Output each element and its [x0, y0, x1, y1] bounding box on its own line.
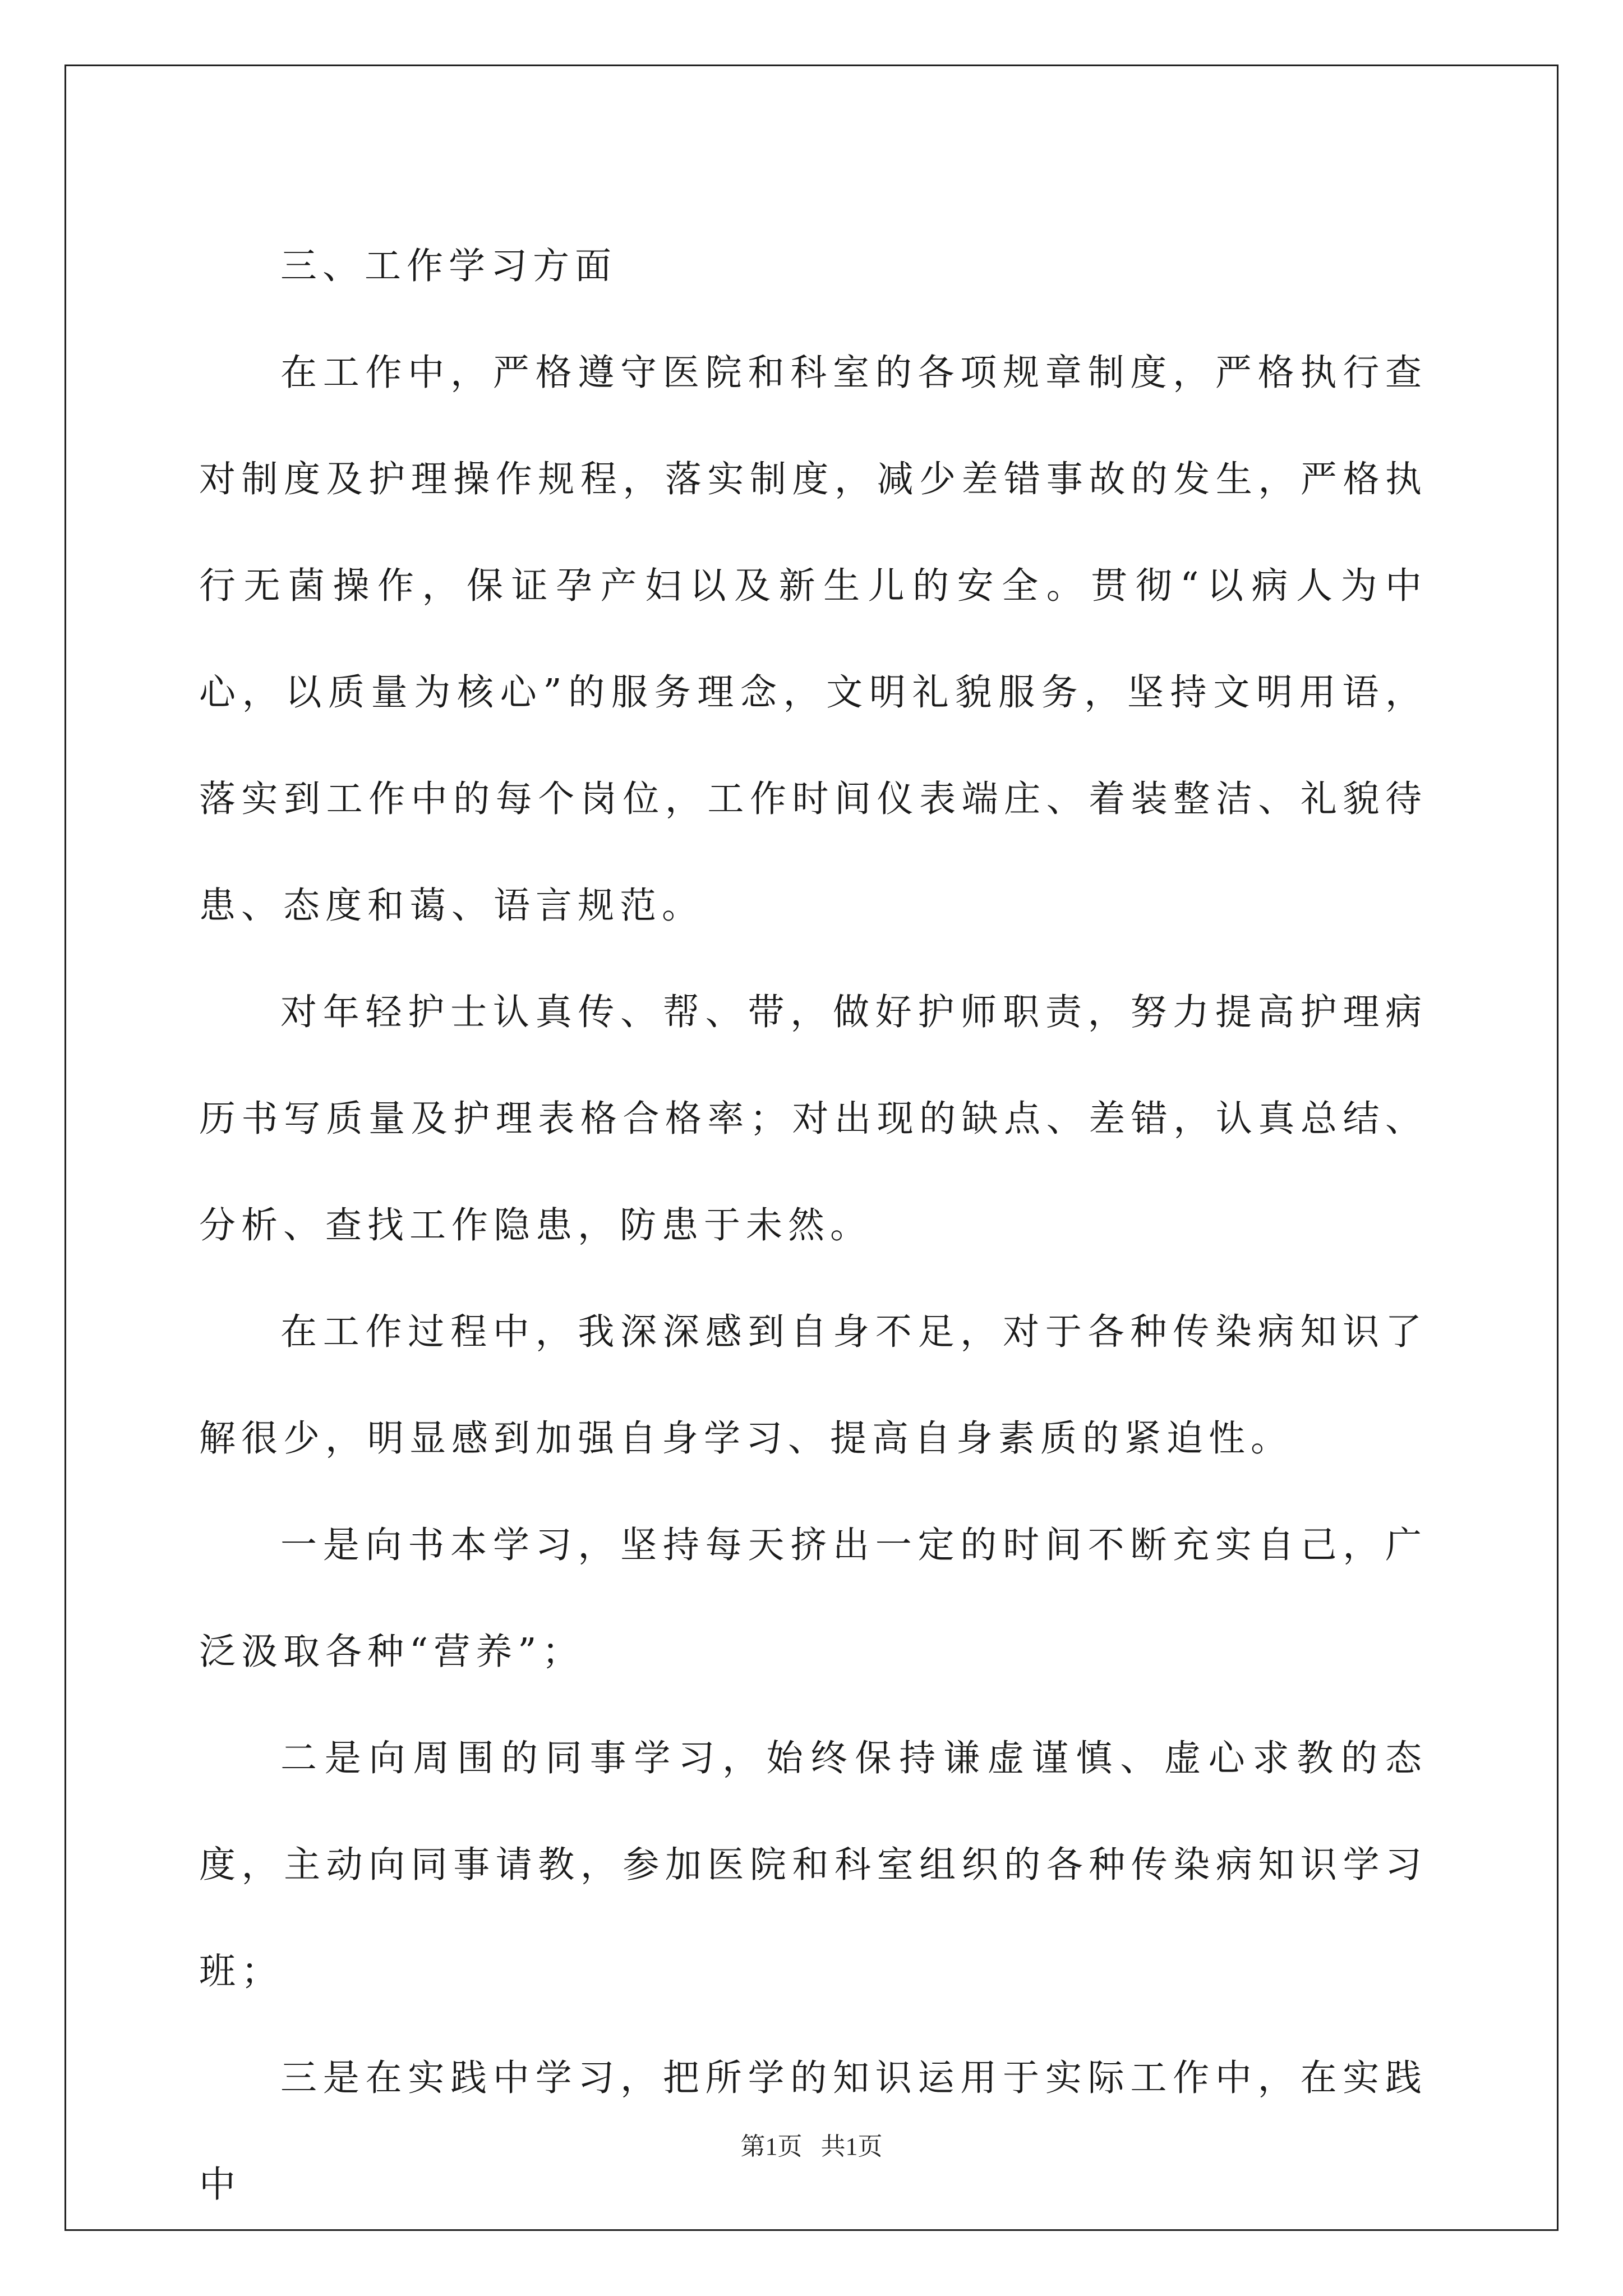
paragraph: 在工作中，严格遵守医院和科室的各项规章制度，严格执行查对制度及护理操作规程，落实制度，减少差错事故的发生，严格执行无菌操作，保证孕产妇以及新生儿的安全。贯彻“以病人为中心，以质量为核心”的服务理念，文明礼貌服务，坚持文明用语，落实到工作中的每个岗位，工作时间仪表端庄、着装整洁、礼貌待患、态度和蔼、语言规范。 — [199, 352, 1427, 927]
paragraph: 三是在实践中学习，把所学的知识运用于实际工作中，在实践中 — [199, 2057, 1427, 2206]
paragraph: 二是向周围的同事学习，始终保持谦虚谨慎、虚心求教的态度，主动向同事请教，参加医院和科室组织的各种传染病知识学习班； — [199, 1737, 1427, 1993]
paragraph: 对年轻护士认真传、帮、带，做好护师职责，努力提高护理病历书写质量及护理表格合格率；对出现的缺点、差错，认真总结、分析、查找工作隐患，防患于未然。 — [199, 991, 1427, 1246]
page-total: 共1页 — [820, 2133, 883, 2160]
paragraph: 一是向书本学习，坚持每天挤出一定的时间不断充实自己，广泛汲取各种“营养”； — [199, 1524, 1427, 1673]
page-footer — [0, 2126, 1623, 2162]
document-body — [199, 213, 1427, 2238]
page-number: 第1页 — [740, 2133, 803, 2160]
section-heading: 三、工作学习方面 — [280, 245, 617, 287]
paragraph: 在工作过程中，我深深感到自身不足，对于各种传染病知识了解很少，明显感到加强自身学习、提高自身素质的紧迫性。 — [199, 1311, 1427, 1460]
